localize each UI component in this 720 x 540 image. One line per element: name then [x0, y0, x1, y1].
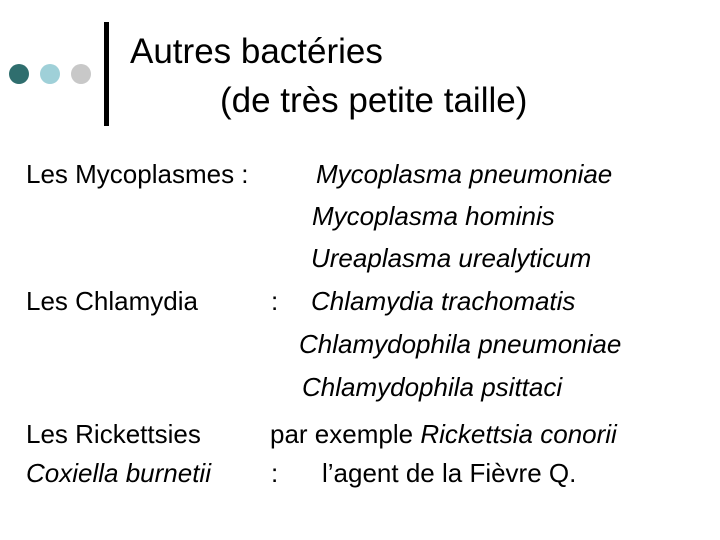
- example-prefix: [270, 419, 617, 449]
- dot-light-teal: [40, 64, 60, 84]
- group-label-mycoplasmes: Les Mycoplasmes :: [26, 159, 249, 189]
- decorative-dots: [9, 64, 99, 84]
- item-chlamydia-trachomatis: Chlamydia trachomatis: [311, 286, 576, 316]
- description-fievre-q: l’agent de la Fièvre Q.: [322, 458, 577, 488]
- example-prefix-text: par exemple: [270, 419, 414, 449]
- title-vertical-rule: [104, 22, 109, 126]
- item-rickettsia-conorii: Rickettsia conorii: [420, 419, 617, 449]
- separator-coxiella: :: [271, 458, 279, 488]
- slide-title-line-2: (de très petite taille): [220, 81, 528, 120]
- item-mycoplasma-pneumoniae: Mycoplasma pneumoniae: [316, 159, 613, 189]
- dot-dark-teal: [9, 64, 29, 84]
- item-ureaplasma-urealyticum: Ureaplasma urealyticum: [311, 243, 592, 273]
- dot-gray: [71, 64, 91, 84]
- item-chlamydophila-psittaci: Chlamydophila psittaci: [302, 372, 563, 402]
- item-chlamydophila-pneumoniae: Chlamydophila pneumoniae: [299, 329, 622, 359]
- group-label-rickettsies: Les Rickettsies: [26, 419, 201, 449]
- item-mycoplasma-hominis: Mycoplasma hominis: [312, 201, 555, 231]
- group-label-coxiella-burnetii: Coxiella burnetii: [26, 458, 211, 488]
- separator-chlamydia: :: [271, 286, 279, 316]
- group-label-chlamydia: Les Chlamydia: [26, 286, 198, 316]
- slide-title-line-1: Autres bactéries: [130, 32, 383, 71]
